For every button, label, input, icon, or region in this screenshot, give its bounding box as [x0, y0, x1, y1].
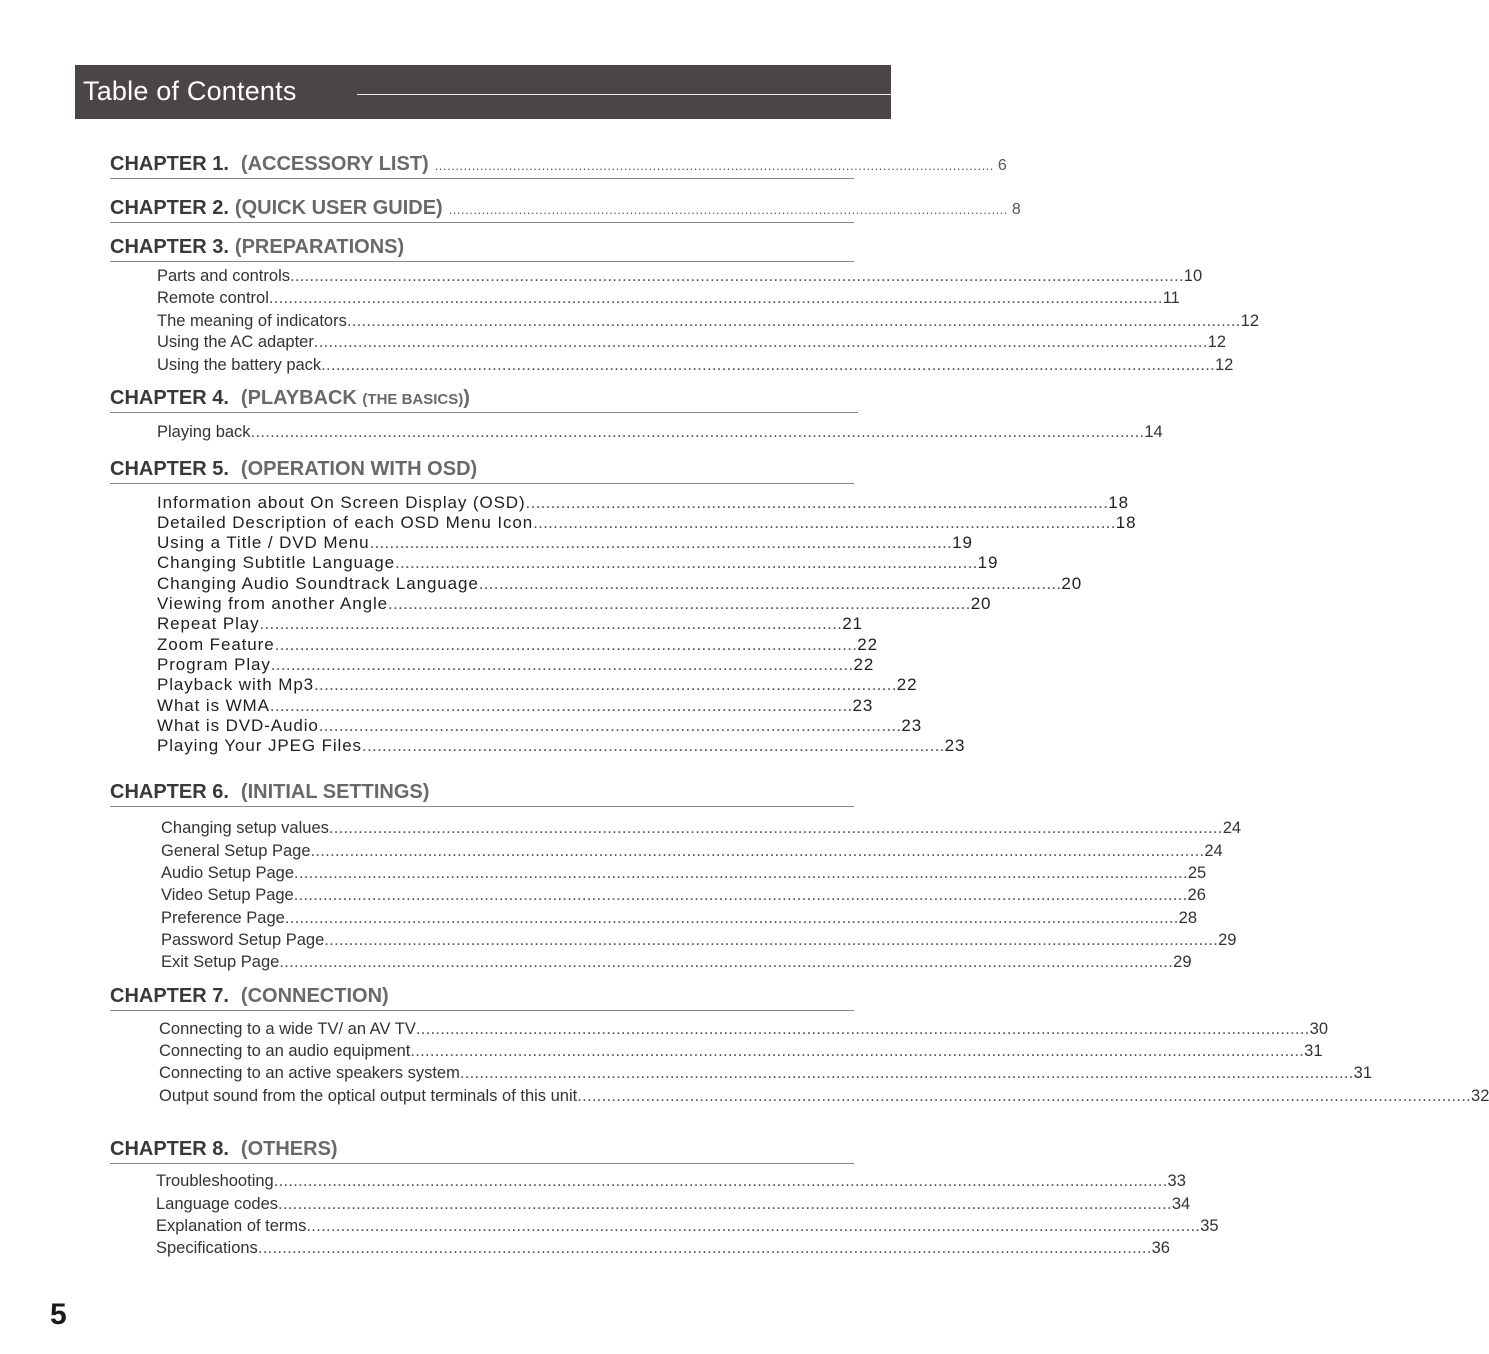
toc-entry[interactable]: Detailed Description of each OSD Menu Icon .................................................................................................................... 18 [157, 513, 1137, 532]
leader-dots: .................................................................................................................... [259, 614, 843, 633]
leader-dots: .................................................................................................................... [478, 574, 1062, 593]
page-number: 5 [50, 1298, 67, 1331]
toc-entry[interactable]: Parts and controls ....................................................................................................................................................................................... 10 [157, 267, 1203, 285]
toc-entry[interactable]: Video Setup Page ....................................................................................................................................................................................... 26 [161, 886, 1206, 904]
leader-dots: ........................................................................................................................................ [434, 158, 994, 173]
leader-dots: ....................................................................................................................................................................................... [268, 289, 1163, 307]
leader-dots: .................................................................................................................... [269, 696, 853, 715]
leader-dots: .................................................................................................................... [361, 736, 945, 755]
chapter-number: CHAPTER 4. [110, 387, 229, 409]
header-divider [357, 94, 891, 95]
leader-dots: .................................................................................................................... [525, 493, 1109, 512]
chapter-8-heading[interactable] [110, 1135, 854, 1164]
chapter-2-heading[interactable] [110, 194, 1021, 223]
leader-dots: .................................................................................................................... [394, 553, 978, 572]
chapter-number: CHAPTER 7. [110, 985, 229, 1007]
leader-dots: ....................................................................................................................................................................................... [310, 842, 1205, 860]
toc-entry[interactable]: Changing setup values ....................................................................................................................................................................................... 24 [161, 819, 1242, 837]
leader-dots: ....................................................................................................................................................................................... [328, 819, 1223, 837]
leader-dots: ....................................................................................................................................................................................... [293, 886, 1188, 904]
toc-entry[interactable]: Language codes ....................................................................................................................................................................................... 34 [156, 1195, 1191, 1213]
toc-entry[interactable]: Changing Audio Soundtrack Language .................................................................................................................... 20 [157, 574, 1083, 593]
toc-entry[interactable]: Exit Setup Page ....................................................................................................................................................................................... 29 [161, 953, 1192, 971]
leader-dots: .................................................................................................................... [274, 635, 858, 654]
toc-entry[interactable]: What is WMA .................................................................................................................... 23 [157, 696, 874, 715]
chapter-title: (CONNECTION) [240, 985, 389, 1007]
leader-dots: ....................................................................................................................................................................................... [313, 333, 1208, 351]
chapter-number: CHAPTER 5. [110, 458, 229, 480]
leader-dots: .................................................................................................................... [533, 513, 1116, 532]
toc-header-bar [75, 65, 891, 119]
chapter-title: (ACCESSORY LIST) [240, 153, 429, 175]
toc-entry[interactable]: Troubleshooting ....................................................................................................................................................................................... 33 [156, 1172, 1186, 1190]
chapter-5-heading[interactable] [110, 455, 854, 484]
leader-dots: .................................................................................................................... [318, 716, 902, 735]
leader-dots: ....................................................................................................................................................................................... [346, 312, 1241, 330]
toc-entry[interactable]: Specifications ....................................................................................................................................................................................... 36 [156, 1239, 1170, 1257]
page-title: Table of Contents [83, 76, 297, 106]
leader-dots: .................................................................................................................... [388, 594, 971, 613]
chapter-number: CHAPTER 1. [110, 153, 229, 175]
chapter-number: CHAPTER 6. [110, 781, 229, 803]
toc-entry[interactable]: Output sound from the optical output terminals of this unit ....................................................................................................................................................................................... 32 [159, 1087, 1489, 1105]
leader-dots: ........................................................................................................................................ [448, 202, 1008, 217]
chapter-number: CHAPTER 3. [110, 236, 229, 258]
toc-entry[interactable]: Using the AC adapter ....................................................................................................................................................................................... 12 [157, 333, 1227, 351]
toc-entry[interactable]: Connecting to an audio equipment ....................................................................................................................................................................................... 31 [159, 1042, 1323, 1060]
leader-dots: ....................................................................................................................................................................................... [410, 1042, 1305, 1060]
toc-entry[interactable]: Preference Page ....................................................................................................................................................................................... 28 [161, 909, 1198, 927]
toc-entry[interactable]: Using the battery pack ....................................................................................................................................................................................... 12 [157, 356, 1234, 374]
leader-dots: ....................................................................................................................................................................................... [278, 1195, 1172, 1213]
toc-entry[interactable]: Explanation of terms ....................................................................................................................................................................................... 35 [156, 1217, 1219, 1235]
leader-dots: ....................................................................................................................................................................................... [321, 356, 1215, 374]
toc-entry[interactable]: Program Play .................................................................................................................... 22 [157, 655, 875, 674]
leader-dots: ....................................................................................................................................................................................... [324, 931, 1219, 949]
toc-entry[interactable]: What is DVD-Audio .................................................................................................................... 23 [157, 716, 923, 735]
toc-entry[interactable]: Using a Title / DVD Menu .................................................................................................................... 19 [157, 533, 973, 552]
leader-dots: ....................................................................................................................................................................................... [294, 864, 1188, 882]
chapter-7-heading[interactable] [110, 982, 854, 1011]
toc-entry[interactable]: Playing back ....................................................................................................................................................................................... 14 [157, 423, 1163, 441]
leader-dots: ....................................................................................................................................................................................... [279, 953, 1174, 971]
chapter-title: (OTHERS) [240, 1138, 338, 1160]
toc-entry[interactable]: Password Setup Page ....................................................................................................................................................................................... 29 [161, 931, 1237, 949]
chapter-number: CHAPTER 8. [110, 1138, 229, 1160]
leader-dots: ....................................................................................................................................................................................... [459, 1064, 1354, 1082]
toc-entry[interactable]: Playing Your JPEG Files .................................................................................................................... 23 [157, 736, 966, 755]
chapter-page: 6 [997, 157, 1007, 174]
chapter-1-heading[interactable] [110, 150, 1007, 179]
leader-dots: .................................................................................................................... [270, 655, 854, 674]
leader-dots: .................................................................................................................... [314, 675, 897, 694]
leader-dots: ....................................................................................................................................................................................... [415, 1020, 1310, 1038]
toc-entry[interactable]: Audio Setup Page ....................................................................................................................................................................................... 25 [161, 864, 1207, 882]
leader-dots: ....................................................................................................................................................................................... [284, 909, 1179, 927]
chapter-number: CHAPTER 2. [110, 197, 229, 219]
toc-entry[interactable]: Zoom Feature .................................................................................................................... 22 [157, 635, 878, 654]
chapter-title: (PLAYBACK (THE BASICS)) [240, 387, 470, 409]
toc-entry[interactable]: Remote control ....................................................................................................................................................................................... 11 [157, 289, 1180, 307]
chapter-4-heading[interactable] [110, 384, 858, 413]
leader-dots: ....................................................................................................................................................................................... [257, 1239, 1152, 1257]
leader-dots: ....................................................................................................................................................................................... [250, 423, 1145, 441]
toc-entry[interactable]: Information about On Screen Display (OSD) .................................................................................................................... 18 [157, 493, 1129, 512]
toc-entry[interactable]: Connecting to a wide TV/ an AV TV ....................................................................................................................................................................................... 30 [159, 1020, 1328, 1038]
chapter-title: (PREPARATIONS) [234, 236, 405, 258]
chapter-title: (INITIAL SETTINGS) [240, 781, 430, 803]
toc-entry[interactable]: Connecting to an active speakers system ....................................................................................................................................................................................... 31 [159, 1064, 1372, 1082]
chapter-page: 8 [1011, 201, 1021, 218]
chapter-3-heading[interactable] [110, 233, 854, 262]
leader-dots: ....................................................................................................................................................................................... [273, 1172, 1168, 1190]
leader-dots: ....................................................................................................................................................................................... [306, 1217, 1201, 1235]
leader-dots: ....................................................................................................................................................................................... [289, 267, 1184, 285]
leader-dots: ....................................................................................................................................................................................... [577, 1087, 1472, 1105]
chapter-title: (OPERATION WITH OSD) [240, 458, 478, 480]
toc-entry[interactable]: The meaning of indicators ....................................................................................................................................................................................... 12 [157, 312, 1260, 330]
chapter-6-heading[interactable] [110, 778, 854, 807]
toc-entry[interactable]: Playback with Mp3 .................................................................................................................... 22 [157, 675, 918, 694]
leader-dots: .................................................................................................................... [369, 533, 953, 552]
toc-entry[interactable]: Repeat Play .................................................................................................................... 21 [157, 614, 863, 633]
toc-entry[interactable]: Viewing from another Angle .................................................................................................................... 20 [157, 594, 992, 613]
toc-entry[interactable]: Changing Subtitle Language .................................................................................................................... 19 [157, 553, 999, 572]
toc-entry[interactable]: General Setup Page ....................................................................................................................................................................................... 24 [161, 842, 1223, 860]
chapter-title: (QUICK USER GUIDE) [234, 197, 443, 219]
